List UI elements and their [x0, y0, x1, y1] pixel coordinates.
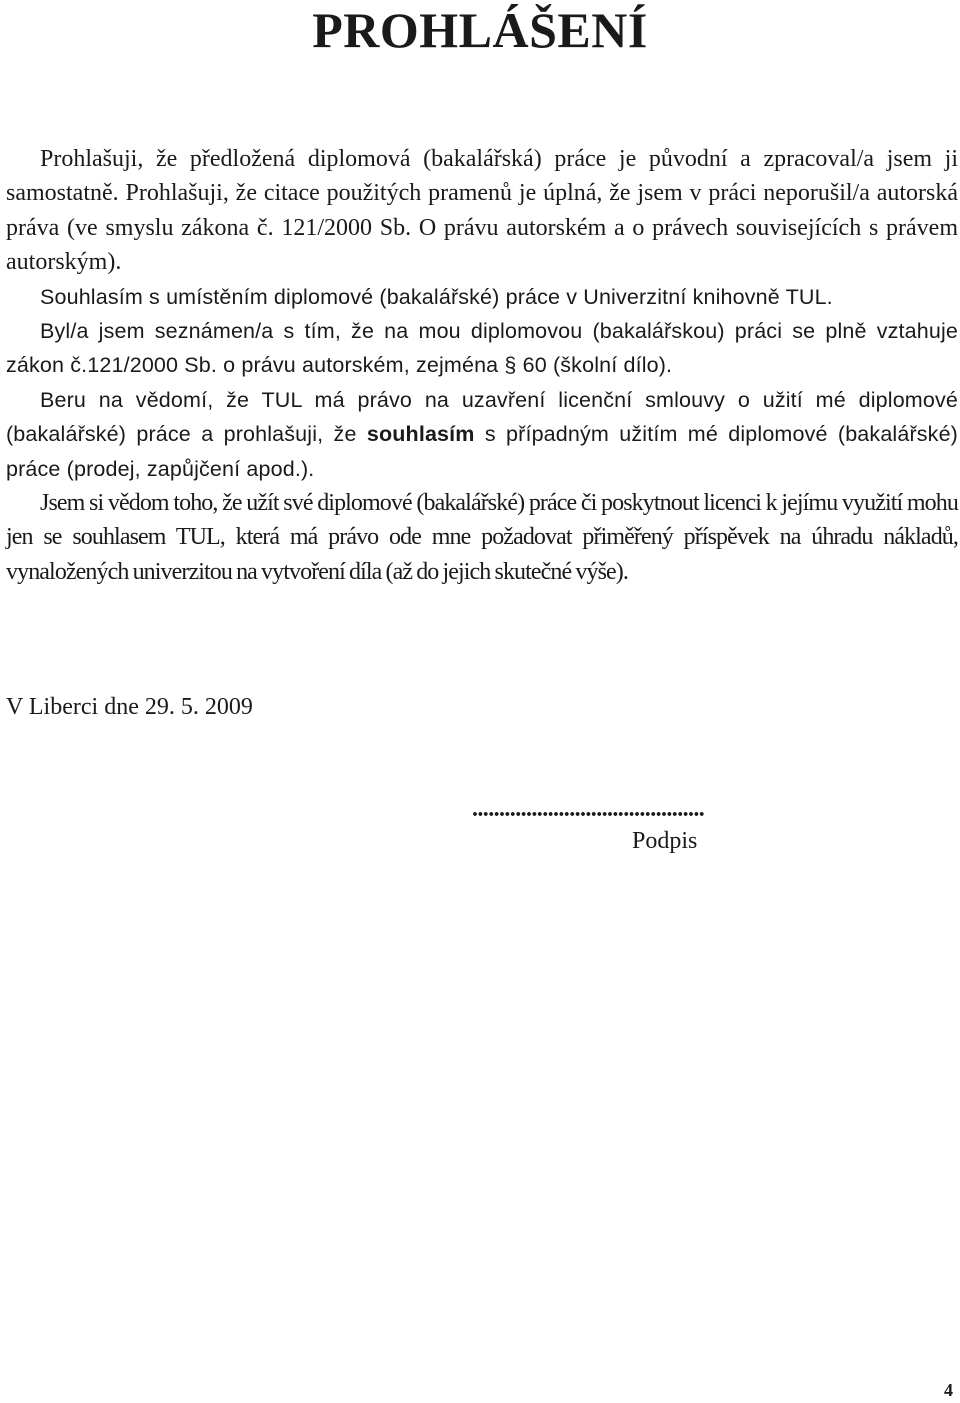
place-and-date: V Liberci dne 29. 5. 2009 [6, 694, 253, 720]
license-text-start: Beru na vědomí, že TUL má právo na uzavření licenční smlouvy o užití mé diplomové (bakalářské) práce a prohlašuji, že [6, 387, 958, 447]
declaration-body [6, 142, 958, 589]
signature-label: Podpis [632, 828, 698, 854]
paragraph-library-consent: Souhlasím s umístěním diplomové (bakalářské) práce v Univerzitní knihovně TUL. [40, 284, 833, 309]
license-text-end: s případným užitím mé diplomové (bakalářské) práce (prodej, zapůjčení apod.). [6, 422, 958, 481]
paragraph-usage-terms: Jsem si vědom toho, že užít své diplomové (bakalářské) práce či poskytnout licenci k jejímu využití mohu jen se souhlasem TUL, která má právo ode mne požadovat přiměřený příspěvek na úhradu nákladů, vynaložených univerzitou na vytvoření díla (až do jejich skutečné výše). [6, 490, 958, 585]
paragraph-license-agreement [6, 383, 958, 486]
page-number: 4 [944, 1380, 953, 1400]
document-title: PROHLÁŠENÍ [312, 2, 648, 58]
signature-line: ........................................... [472, 796, 705, 822]
consent-word: souhlasím [366, 422, 475, 447]
paragraph-originality: Prohlašuji, že předložená diplomová (bakalářská) práce je původní a zpracoval/a jsem ji samostatně. Prohlašuji, že citace použitých pramenů je úplná, že jsem v práci neporušil/a autorská práva (ve smyslu zákona č. 121/2000 Sb. O právu autorském a o právech souvisejících s právem autorským). [6, 146, 958, 276]
paragraph-copyright-law: Byl/a jsem seznámen/a s tím, že na mou diplomovou (bakalářskou) práci se plně vztahuje zákon č.121/2000 Sb. o právu autorském, zejména § 60 (školní dílo). [6, 319, 958, 378]
